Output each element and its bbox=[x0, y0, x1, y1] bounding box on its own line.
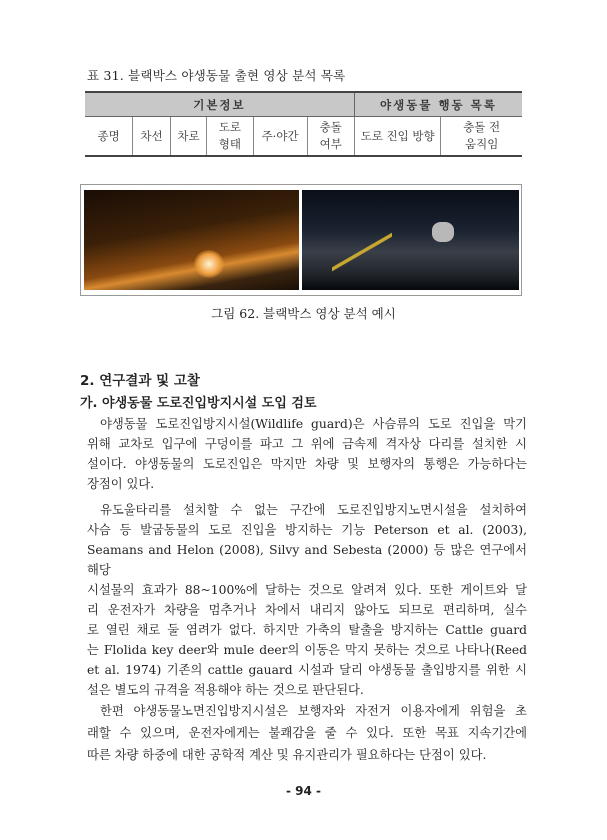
text-line: 위해 교차로 입구에 구덩이를 파고 그 위에 금속제 격자상 다리를 설치한 시 bbox=[87, 437, 527, 451]
text-line: 리 운전자가 차량을 멈추거나 차에서 내리지 않아도 되므로 편리하며, 실수 bbox=[87, 603, 527, 617]
column-header bbox=[207, 117, 253, 157]
column-header bbox=[307, 117, 354, 157]
text-line: 설은 별도의 규격을 적용해야 하는 것으로 판단된다. bbox=[87, 683, 364, 697]
paragraph bbox=[87, 700, 527, 766]
text-line: 사슴 등 발굽동물의 도로 진입을 방지하는 기능 Peterson et al. (2003), bbox=[87, 523, 527, 537]
text-line: 따른 차량 하중에 대한 공학적 계산 및 유지관리가 필요하다는 단점이 있다. bbox=[87, 748, 487, 762]
text-line: 래할 수 있으며, 운전자에게는 불쾌감을 줄 수 있다. 또한 목표 지속기간에 bbox=[87, 726, 527, 740]
section-heading: 2. 연구결과 및 고찰 bbox=[80, 373, 200, 389]
text-line: 로 열린 채로 둘 염려가 없다. 하지만 가축의 탈출을 방지하는 Cattle guard bbox=[87, 623, 527, 637]
table-group-header-row bbox=[85, 92, 522, 117]
column-header-text: 충돌 bbox=[319, 120, 342, 134]
column-header bbox=[170, 117, 206, 157]
paragraph bbox=[87, 500, 527, 700]
figure-blackbox-images bbox=[80, 184, 522, 296]
text-line: Seamans and Helon (2008), Silvy and Sebesta (2000) 등 많은 연구에서 해당 bbox=[87, 543, 527, 577]
wildlife-video-analysis-table bbox=[85, 91, 522, 157]
column-header-text: 도로 bbox=[218, 120, 241, 134]
text-line: 설이다. 야생동물의 도로진입은 막지만 차량 및 보행자의 통행은 가능하다는 bbox=[87, 457, 527, 471]
column-header-text: 종명 bbox=[97, 128, 120, 143]
group-header-behavior: 야생동물 행동 목록 bbox=[354, 92, 522, 117]
table-caption: 표 31. 블랙박스 야생동물 출현 영상 분석 목록 bbox=[87, 68, 346, 83]
paragraph bbox=[87, 414, 527, 494]
column-header-text: 움직임 bbox=[465, 137, 499, 151]
column-header-text: 여부 bbox=[319, 137, 342, 151]
column-header bbox=[85, 117, 133, 157]
text-line: 장점이 있다. bbox=[87, 477, 155, 491]
column-header-text: 형태 bbox=[218, 137, 241, 151]
column-header-text: 주·야간 bbox=[261, 128, 299, 143]
column-header bbox=[441, 117, 522, 157]
column-header bbox=[253, 117, 307, 157]
text-line: 한편 야생동물노면진입방지시설은 보행자와 자전거 이용자에게 위험을 초 bbox=[100, 704, 527, 718]
text-line: 야생동물 도로진입방지시설(Wildlife guard)은 사슴류의 도로 진입을 막기 bbox=[100, 417, 527, 431]
text-line: 유도울타리를 설치할 수 없는 구간에 도로진입방지노면시설을 설치하여 bbox=[100, 503, 527, 517]
text-line: 는 Flolida key deer와 mule deer의 이동은 막지 못하는 것으로 나타나(Reed bbox=[87, 643, 527, 657]
column-header-text: 차선 bbox=[140, 128, 163, 143]
night-road-animal-photo-right bbox=[302, 190, 519, 290]
group-header-basic-info: 기본정보 bbox=[85, 92, 354, 117]
body-text bbox=[87, 414, 527, 766]
column-header bbox=[354, 117, 440, 157]
column-header-text: 도로 진입 방향 bbox=[360, 128, 435, 143]
column-header-text: 차로 bbox=[177, 128, 200, 143]
page-number: - 94 - bbox=[285, 784, 321, 798]
text-line: et al. 1974) 기존의 cattle gauard 시설과 달리 야생동물 출입방지를 위한 시 bbox=[87, 663, 527, 677]
table-column-header-row bbox=[85, 117, 522, 157]
text-line: 시설물의 효과가 88~100%에 달하는 것으로 알려져 있다. 또한 게이트와 달 bbox=[87, 583, 527, 597]
night-road-photo-left bbox=[84, 190, 299, 290]
figure-caption: 그림 62. 블랙박스 영상 분석 예시 bbox=[211, 306, 396, 321]
column-header bbox=[133, 117, 170, 157]
column-header-text: 충돌 전 bbox=[463, 120, 501, 134]
subsection-heading: 가. 야생동물 도로진입방지시설 도입 검토 bbox=[80, 396, 317, 411]
